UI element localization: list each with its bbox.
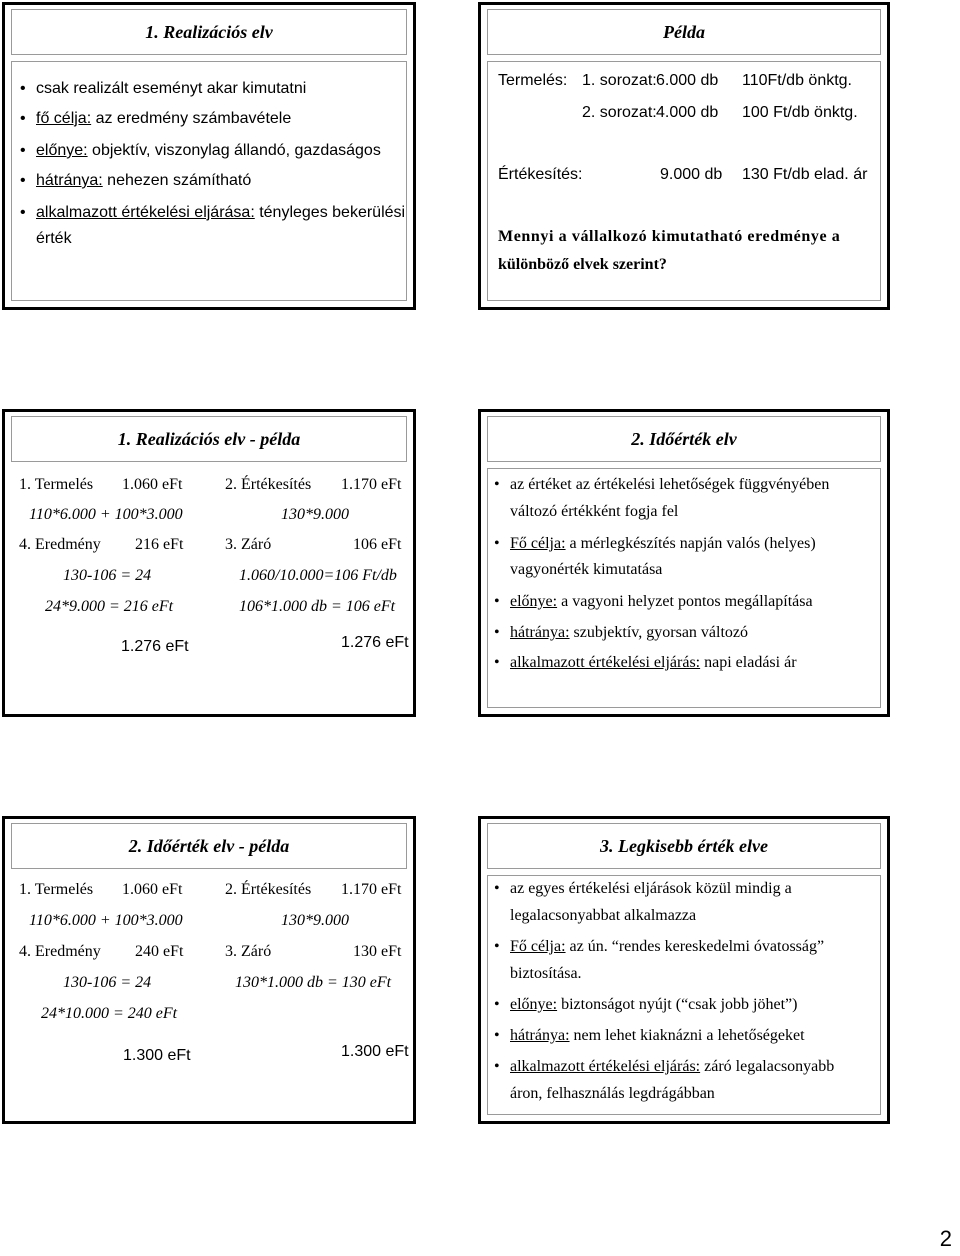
slide-body: [487, 468, 881, 708]
db-1: 6.000 db: [656, 72, 719, 89]
ertekesites-label: Értékesítés:: [498, 166, 583, 183]
sorozat-2: 2. sorozat:: [582, 104, 657, 121]
bullet-item: • előnye: biztonságot nyújt (“csak jobb jöhet”): [494, 996, 798, 1013]
sum-left: 1.276 eFt: [121, 638, 189, 655]
calc-eredmeny-total: 24*9.000 = 216 eFt: [45, 598, 174, 615]
bullet-item: • előnye: objektív, viszonylag állandó, gazdaságos: [20, 142, 381, 159]
bullet-item: • alkalmazott értékelési eljárás: napi eladási ár: [494, 654, 797, 671]
calc-eredmeny: 130-106 = 24: [63, 567, 152, 584]
termeles-label: 1. Termelés: [19, 476, 94, 493]
bullet-item: • fő célja: az eredmény számbavétele: [20, 110, 292, 127]
bullet-item: • az értéket az értékelési lehetőségek függvényében: [494, 476, 830, 493]
termeles-value: 1.060 eFt: [122, 881, 183, 898]
calc-eredmeny-total: 24*10.000 = 240 eFt: [41, 1005, 178, 1022]
slide-legkisebb-ertek: [478, 816, 890, 1124]
slide-title: [487, 9, 881, 55]
bullet-item-continuation: legalacsonyabbat alkalmazza: [510, 907, 697, 924]
slide-body: [487, 875, 881, 1115]
page-number: 2: [939, 1226, 952, 1251]
calc-zaro-unit: 1.060/10.000=106 Ft/db: [239, 567, 397, 584]
slide-title-text: 2. Időérték elv: [631, 428, 737, 449]
ar-3: 130 Ft/db elad. ár: [742, 166, 868, 183]
bullet-item: • hátránya: nem lehet kiaknázni a lehetőségeket: [494, 1027, 805, 1044]
slide-idoertek-elv: [478, 409, 890, 717]
question-line-2: különböző elvek szerint?: [498, 256, 667, 273]
slide-title: [487, 823, 881, 869]
calc-eredmeny: 130-106 = 24: [63, 974, 152, 991]
ertekesites-value: 1.170 eFt: [341, 476, 402, 493]
termeles-label: Termelés:: [498, 72, 568, 89]
ertekesites-label: 2. Értékesítés: [225, 881, 312, 898]
calc-zaro-total: 130*1.000 db = 130 eFt: [235, 974, 392, 991]
question-line-1: Mennyi a vállalkozó kimutatható eredménye a: [498, 228, 841, 245]
eredmeny-value: 240 eFt: [135, 943, 184, 960]
eredmeny-label: 4. Eredmény: [19, 536, 101, 553]
slide-body: [11, 61, 407, 301]
ertekesites-label: 2. Értékesítés: [225, 476, 312, 493]
bullet-item-continuation: változó értékként fogja fel: [510, 503, 679, 520]
bullet-item: • alkalmazott értékelési eljárása: tényleges bekerülési: [20, 204, 406, 221]
slide-title-text: 3. Legkisebb érték elve: [600, 835, 768, 856]
slide-title: [487, 416, 881, 462]
zaro-label: 3. Záró: [225, 943, 272, 960]
slide-idoertek-pelda: [2, 816, 416, 1124]
bullet-item: • csak realizált eseményt akar kimutatni: [20, 80, 307, 97]
calc-ertekesites: 130*9.000: [281, 506, 349, 523]
calc-termeles: 110*6.000 + 100*3.000: [29, 506, 183, 523]
slide-title: [11, 823, 407, 869]
db-3: 9.000 db: [660, 166, 723, 183]
slide-title: [11, 416, 407, 462]
calc-termeles: 110*6.000 + 100*3.000: [29, 912, 183, 929]
eredmeny-label: 4. Eredmény: [19, 943, 101, 960]
slide-realizacios-pelda: [2, 409, 416, 717]
slide-title-text: 1. Realizációs elv: [145, 21, 273, 42]
bullet-item-continuation: áron, felhasználás legdrágábban: [510, 1085, 715, 1102]
bullet-item: • alkalmazott értékelési eljárás: záró legalacsonyabb: [494, 1058, 835, 1075]
slide-title-text: Példa: [663, 21, 705, 42]
calc-ertekesites: 130*9.000: [281, 912, 349, 929]
calc-zaro-total: 106*1.000 db = 106 eFt: [239, 598, 396, 615]
slide-pelda: [478, 2, 890, 310]
zaro-value: 106 eFt: [353, 536, 402, 553]
db-2: 4.000 db: [656, 104, 719, 121]
slide-title-text: 1. Realizációs elv - példa: [117, 428, 301, 449]
bullet-item-continuation: vagyonérték kimutatása: [510, 561, 663, 578]
bullet-item: • Fő célja: a mérlegkészítés napján valós (helyes): [494, 535, 816, 552]
zaro-label: 3. Záró: [225, 536, 272, 553]
sorozat-1: 1. sorozat:: [582, 72, 657, 89]
bullet-item: • Fő célja: az ún. “rendes kereskedelmi óvatosság”: [494, 938, 825, 955]
ertekesites-value: 1.170 eFt: [341, 881, 402, 898]
termeles-label: 1. Termelés: [19, 881, 94, 898]
termeles-value: 1.060 eFt: [122, 476, 183, 493]
slide-realizacios-elv: [2, 2, 416, 310]
ar-2: 100 Ft/db önktg.: [742, 104, 858, 121]
bullet-item-continuation: biztosítása.: [510, 965, 582, 982]
sum-right: 1.276 eFt: [341, 634, 409, 651]
sum-right: 1.300 eFt: [341, 1043, 409, 1060]
bullet-item: • előnye: a vagyoni helyzet pontos megállapítása: [494, 593, 813, 610]
bullet-item: • hátránya: szubjektív, gyorsan változó: [494, 624, 749, 641]
zaro-value: 130 eFt: [353, 943, 402, 960]
slide-title-text: 2. Időérték elv - példa: [128, 835, 290, 856]
slide-title: [11, 9, 407, 55]
bullet-item: • hátránya: nehezen számítható: [20, 172, 252, 189]
slide-body: [487, 61, 881, 301]
bullet-item-continuation: érték: [36, 230, 72, 247]
bullet-item: • az egyes értékelési eljárások közül mindig a: [494, 880, 792, 897]
ar-1: 110Ft/db önktg.: [742, 72, 852, 89]
sum-left: 1.300 eFt: [123, 1047, 191, 1064]
eredmeny-value: 216 eFt: [135, 536, 184, 553]
